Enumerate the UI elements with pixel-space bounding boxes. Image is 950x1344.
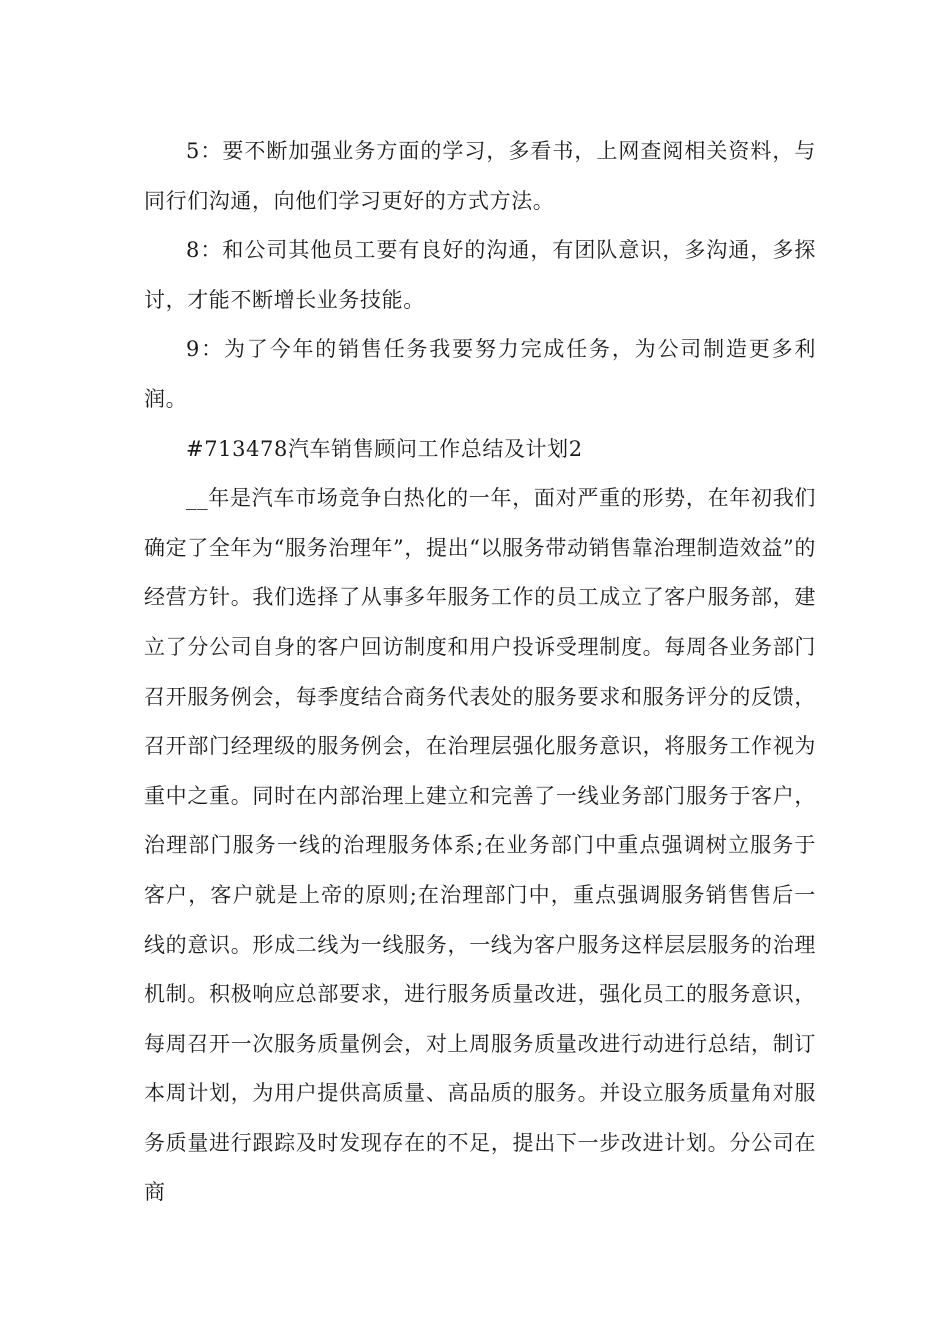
paragraph-item-8: 8：和公司其他员工要有良好的沟通，有团队意识，多沟通，多探讨，才能不断增长业务技能。 xyxy=(144,238,816,312)
section-heading: #713478汽车销售顾问工作总结及计划2 xyxy=(186,436,583,461)
paragraph-item-5: 5：要不断加强业务方面的学习，多看书，上网查阅相关资料，与同行们沟通，向他们学习更好的方式方法。 xyxy=(144,139,816,213)
paragraph-item-9: 9：为了今年的销售任务我要努力完成任务，为公司制造更多利润。 xyxy=(144,337,816,411)
document-body xyxy=(144,127,816,1218)
body-paragraph: __年是汽车市场竞争白热化的一年，面对严重的形势，在年初我们确定了全年为“服务治理年”，提出“以服务带动销售靠治理制造效益”的经营方针。我们选择了从事多年服务工作的员工成立了客户服务部，建立了分公司自身的客户回访制度和用户投诉受理制度。每周各业务部门召开服务例会，每季度结合商务代表处的服务要求和服务评分的反馈，召开部门经理级的服务例会，在治理层强化服务意识，将服务工作视为重中之重。同时在内部治理上建立和完善了一线业务部门服务于客户，治理部门服务一线的治理服务体系;在业务部门中重点强调树立服务于客户，客户就是上帝的原则;在治理部门中，重点强调服务销售售后一线的意识。形成二线为一线服务，一线为客户服务这样层层服务的治理机制。积极响应总部要求，进行服务质量改进，强化员工的服务意识，每周召开一次服务质量例会，对上周服务质量改进行动进行总结，制订本周计划，为用户提供高质量、高品质的服务。并设立服务质量角对服务质量进行跟踪及时发现存在的不足，提出下一步改进计划。分公司在商 xyxy=(144,486,816,1205)
